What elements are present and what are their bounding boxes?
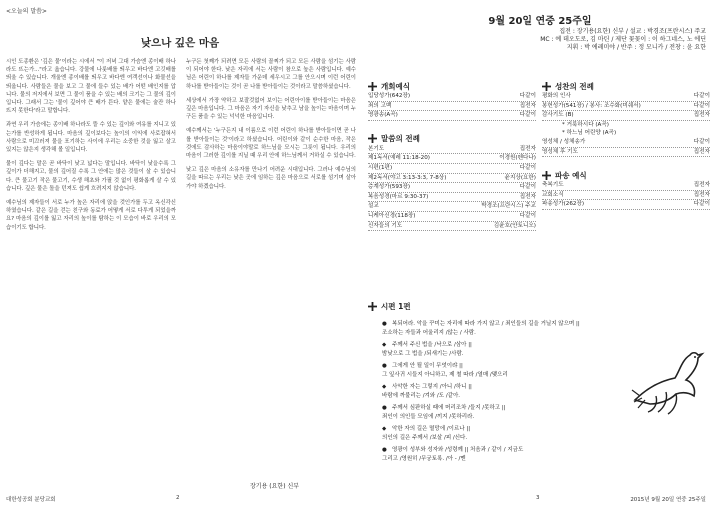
liturgy-item: 신자들의 기도 [368, 222, 403, 229]
sermon-paragraph: 시인 도종환은 '깊은 물'이라는 시에서 "이 저녁 그대 가슴엔 종이배 하나라도 뜨는가..."라고 읊습니다. 강물에 나룻배를 띄우고 바다엔 고깃배를 띄울 수 있습니다. 개울엔 종이배를 띄우고 바다엔 여객선이나 화물선을 띄웁니다. 사람들은 물을 보고 그 물에 들수 있는 배가 어떤 배인지를 압니다. 물의 저지에서 보면 그 물이 품을 수 있는 배의 크기는 그 물의 깊이입니다. 그래서 그는 '물이 깊어야 큰 배가 뜬다. 얕은 물에는 술잔 하나 뜨지 못한다'라고 말합니다. [6, 59, 176, 115]
liturgy-performer: 김윤호(안토니오) [493, 222, 536, 229]
verse-line: 바람에 까불리는 /겨와 /도 /같아. [382, 393, 461, 399]
liturgy-row [368, 102, 536, 112]
psalm-heading: 시편 1편 [368, 300, 411, 312]
liturgy-item: 시편(1편) [368, 164, 393, 171]
section-heading: 말씀의 전례 [368, 133, 536, 145]
verse-line: 의인의 길은 주께서 /보살 /피 /신다. [382, 435, 468, 441]
dove-icon [630, 330, 710, 420]
liturgy-performer: 다같이 [519, 212, 536, 219]
liturgy-row [542, 200, 710, 210]
verse-marker: ● [382, 321, 387, 327]
column-tag: <오늘의 말씀> [6, 8, 47, 15]
liturgy-row [368, 193, 536, 203]
liturgy-row [542, 111, 710, 121]
verse-marker: ● [382, 363, 387, 369]
sermon-column-2 [186, 58, 356, 238]
sermon-column-1 [6, 58, 176, 238]
minister-line: MC : 예 데오도로, 김 마틴 / 제단 꽃꽂이 : 이 하그네스, 노 에딘 [540, 36, 706, 43]
liturgy-row [368, 111, 536, 121]
liturgy-item: 평화의 인사 [542, 93, 571, 99]
liturgy-performer: 집전자 [693, 112, 710, 119]
cross-icon [368, 134, 377, 143]
verse-line: 그리고 /영원히 /무궁토록. /아 - /멘 [382, 456, 466, 462]
liturgy-performer: 집전자 [519, 145, 536, 152]
liturgy-item: 영광송(A곡) [368, 112, 398, 119]
verse-line: 그에게 안 될 일이 무엇이랴 || [392, 363, 463, 369]
liturgy-left-column [368, 80, 536, 243]
verse-marker: ● [382, 405, 387, 411]
liturgy-subitem: * 거룩하시다 (A곡) [562, 121, 609, 128]
liturgy-section [542, 80, 710, 157]
verse-line: 조소하는 자들과 어울리지 /않는 / 사람. [382, 330, 476, 336]
liturgy-right-column [542, 80, 710, 222]
liturgy-item: 영성체 / 성체송가 [542, 138, 586, 145]
liturgy-item: 축복기도 [542, 182, 564, 189]
cross-icon [368, 302, 377, 311]
liturgy-performer: 집전자 [519, 193, 536, 200]
liturgy-section [542, 169, 710, 210]
sermon-paragraph: 물이 깊다는 말은 곧 바닥이 낮고 넓다는 말입니다. 바닥이 낮을수록 그 깊이가 더해지고, 물의 깊어질 수록 그 안에는 많은 것들이 살 수 있습니다. 큰 물고기 작은 물고기, 수생 해초와 가필 것 없이 평화롭게 살 수 있습니다. 깊은 물은 돌을 던져도 쉽게 흐려지지 않습니다. [6, 161, 176, 192]
liturgy-item: 니케아신경(118장) [368, 212, 416, 219]
page-number-left: 2 [176, 495, 180, 501]
verse-marker: ◆ [382, 384, 387, 390]
liturgy-row [368, 92, 536, 102]
verse-line: 주께서 심판하실 때에 머리조차 /들지 /못하고 || [392, 405, 506, 411]
verse-marker: ◆ [382, 426, 387, 432]
liturgy-item: 제1독서(예레 11:18-20) [368, 155, 430, 162]
page-number-right: 3 [536, 495, 540, 501]
liturgy-performer: 다같이 [693, 201, 710, 208]
psalm-verse [382, 446, 682, 464]
verse-line: 영광이 성부와 성자와 /성령께 || 처음과 / 같이 / 지금도 [392, 447, 524, 453]
liturgy-performer: 집전자 [693, 148, 710, 155]
footer-church-name: 대한성공회 분당교회 [6, 497, 56, 503]
liturgy-row [542, 92, 710, 102]
cross-icon [368, 82, 377, 91]
sermon-paragraph: 누구든 첫째가 되려면 모든 사람의 꼴찌가 되고 모든 사람을 섬기는 사람이 되어야 한다. 낮은 자리에 서는 사람이 참으로 높은 사람입니다. 예수님은 어린이 하나를 제자들 가운데 세우시고 그를 안으시며 이런 어린이 하나를 받아들이는 것이 곧 나를 받아들이는 것이라고 말씀하셨습니다. [186, 59, 356, 90]
liturgy-section [368, 80, 536, 121]
liturgy-performer: 다같이 [519, 112, 536, 119]
liturgy-performer: 다같이 [519, 184, 536, 191]
section-heading: 파송 예식 [542, 169, 710, 181]
verse-line: 악한 자의 길은 멸망에 /이르나 || [392, 426, 471, 432]
verse-line: 주께서 주신 법을 /낙으로 /삼아 || [392, 342, 472, 348]
service-ministers [406, 28, 706, 52]
liturgy-item: 층계성가(593장) [368, 184, 411, 191]
minister-line: 집전 : 장기용(요한) 신부 / 설교 : 박경조(프란시스) 주교 [559, 28, 706, 35]
verse-line: 그 잎사귀 시들지 아니하고, 제 철 따라 /열매 /맺으리 [382, 372, 508, 378]
liturgy-row [368, 212, 536, 222]
liturgy-performer: 다같이 [693, 102, 710, 109]
liturgy-section [368, 133, 536, 231]
liturgy-performer: 다같이 [693, 93, 710, 99]
liturgy-item: 교회소식 [542, 191, 564, 198]
sermon-body [6, 58, 356, 238]
liturgy-item: 제2독서(야고 3:13-3:3, 7-8상) [368, 174, 447, 181]
liturgy-item: 입당성가(642장) [368, 93, 411, 99]
liturgy-row [368, 145, 536, 155]
liturgy-row [368, 174, 536, 184]
liturgy-performer: 집전자 [693, 191, 710, 198]
minister-line: 지휘 : 박 에레미야 / 반주 : 정 모니카 / 전창 : 윤 요한 [566, 44, 706, 51]
liturgy-row [368, 154, 536, 164]
verse-line: 복되어라. 악을 꾸미는 자리에 따라 가지 않고 / 죄인들의 길을 거닐지 않으며 || [392, 321, 580, 327]
liturgy-performer: 다같이 [519, 93, 536, 99]
liturgy-performer: 다같이 [519, 164, 536, 171]
verse-line: 사악한 자는 그렇지 /아니 /하니 || [392, 384, 472, 390]
liturgy-row [542, 138, 710, 148]
sermon-paragraph: 과연 우리 가슴에는 종이배 하나라도 뜰 수 있는 깊이와 여유를 지니고 있는가를 반성하게 됩니다. 마음의 깊이보다는 높이의 이익에 사로잡혀서 사람으로 미끄러져 물을 포기하는 사이에 우리는 소중한 것을 잃고 살고 있지는 않은지 생각해 볼 일입니다. [6, 122, 176, 154]
liturgy-performer: 집전자 [693, 182, 710, 189]
liturgy-row [368, 222, 536, 232]
liturgy-performer: 윤지상(요한) [504, 174, 536, 181]
cross-icon [542, 171, 551, 180]
liturgy-subitem: * 하느님 어린양 (A곡) [562, 130, 617, 137]
liturgy-item: 본기도 [368, 145, 385, 152]
liturgy-row [368, 164, 536, 174]
verse-marker: ◆ [382, 342, 387, 348]
liturgy-performer: 다같이 [693, 138, 710, 145]
sermon-paragraph: 세상에서 가장 약하고 보잘것없어 보이는 어린아이를 받아들이는 마음은 깊은 마음입니다. 그 마음은 자기 자신을 낮추고 남을 높이는 마음이며 누구든 품을 수 있는 넉넉한 마음입니다. [186, 97, 356, 121]
cross-icon [542, 82, 551, 91]
liturgy-row [542, 181, 710, 191]
liturgy-performer: 집전자 [519, 102, 536, 109]
liturgy-item: 파송성가(262장) [542, 201, 585, 208]
liturgy-performer: 이경원(펜다나) [499, 155, 536, 162]
footer-date: 2015년 9월 20일 연중 25주일 [630, 497, 706, 503]
right-page [360, 0, 720, 508]
section-heading: 성찬의 전례 [542, 80, 710, 92]
psalm-verse [382, 425, 682, 443]
liturgy-performer: 박경조(프란시스) 주교 [481, 203, 536, 210]
liturgy-row [368, 202, 536, 212]
section-heading: 개회예식 [368, 80, 536, 92]
liturgy-item: 봉헌성가(541장) / 봉사: 조수화(미쉐서) [542, 102, 641, 109]
verse-line: 죄인이 의인들 모임에 /끼지 /못하리라. [382, 414, 475, 420]
liturgy-row [368, 183, 536, 193]
sermon-paragraph: 예수께서는 '누구든지 내 이름으로 이런 어린이 하나를 받아들이면 곧 나를 받아들이는 것'이라고 하셨습니다. 어린이와 같이 순수한 마음, 작은 것에도 감사하는 마음이야말로 하느님을 모시는 그릇이 됩니다. 우리의 마음이 그러한 깊이를 지닐 때 우리 안에 하느님께서 거하실 수 있습니다. [186, 128, 356, 160]
liturgy-row [542, 148, 710, 158]
sermon-paragraph: 예수님의 제자들이 서로 누가 높은 자리에 앉을 것인가를 두고 옥신각신 하였습니다. 같은 길을 걷는 친구와 동료가 어떻게 서로 다투게 되었을까요? 마음의 깊이를 잃고 자리의 높이를 탐하는 이 모습이 바로 우리의 모습이기도 합니다. [6, 200, 176, 231]
liturgy-item: 설교 [368, 203, 379, 210]
verse-marker: ● [382, 447, 387, 453]
liturgy-row [542, 191, 710, 201]
sermon-paragraph: 낮고 깊은 마음의 소유자를 만나기 어려운 시대입니다. 그러나 예수님의 길을 따르는 우리는 낮은 곳에 임하는 깊은 마음으로 서로를 섬기며 살아가야 하겠습니다. [186, 167, 356, 190]
liturgy-item: 복음성경(마르 9:30-37) [368, 193, 429, 200]
service-title: 9월 20일 연중 25주일 [488, 16, 592, 27]
sermon-signature: 장기용 (요한) 신부 [250, 483, 300, 490]
liturgy-row [542, 102, 710, 112]
liturgy-item: 영성체 후 기도 [542, 148, 578, 155]
liturgy-item: 죄의 고백 [368, 102, 392, 109]
sermon-title: 낮으나 깊은 마음 [140, 37, 220, 49]
verse-line: 밤낮으로 그 법을 /되새기는 /사람. [382, 351, 464, 357]
liturgy-item: 감사기도 (B) [542, 112, 574, 119]
